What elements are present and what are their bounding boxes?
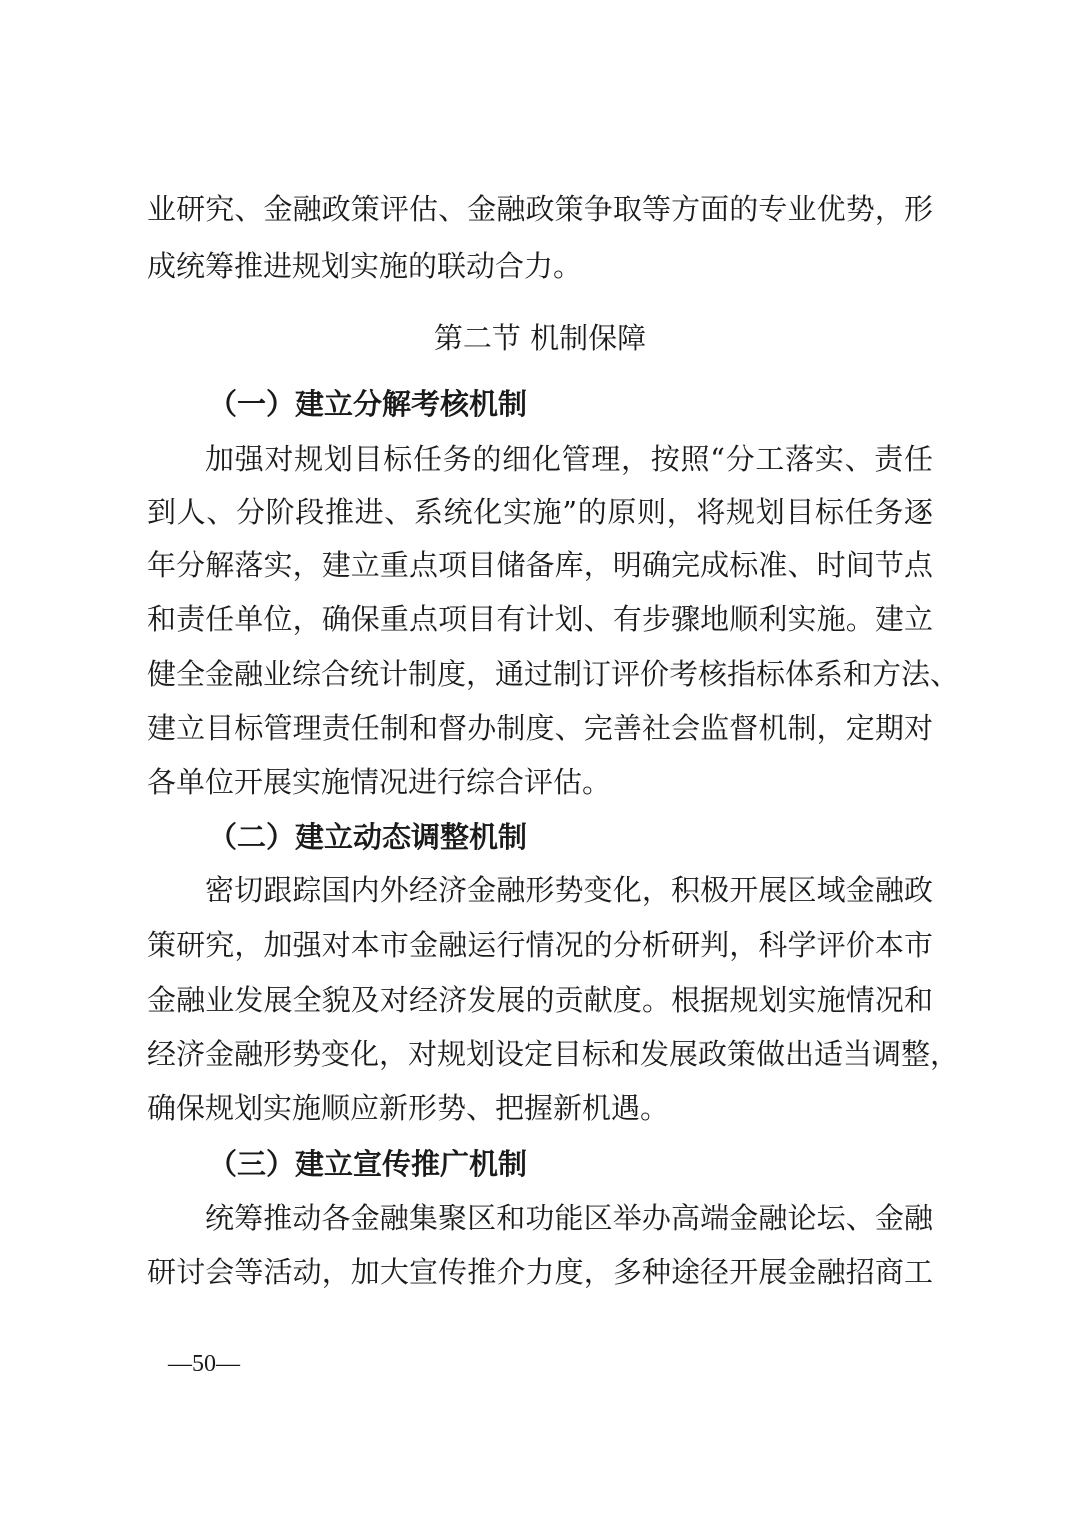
paragraph-line: 健全金融业综合统计制度，通过制订评价考核指标体系和方法、 [147, 657, 960, 691]
paragraph-line: 成统筹推进规划实施的联动合力。 [147, 249, 583, 283]
paragraph-line: 到人、分阶段推进、系统化实施”的原则，将规划目标任务逐 [147, 495, 933, 529]
page-number: —50— [168, 1351, 240, 1377]
subsection-heading: （一）建立分解考核机制 [208, 387, 528, 421]
paragraph-line: 研讨会等活动，加大宣传推介力度，多种途径开展金融招商工 [147, 1255, 933, 1289]
paragraph-line: 加强对规划目标任务的细化管理，按照“分工落实、责任 [205, 442, 933, 476]
paragraph-line: 业研究、金融政策评估、金融政策争取等方面的专业优势，形 [147, 192, 933, 226]
paragraph-line: 确保规划实施顺应新形势、把握新机遇。 [147, 1091, 670, 1125]
paragraph-line: 金融业发展全貌及对经济发展的贡献度。根据规划实施情况和 [147, 983, 933, 1017]
paragraph-line: 建立目标管理责任制和督办制度、完善社会监督机制，定期对 [147, 711, 933, 745]
paragraph-line: 和责任单位，确保重点项目有计划、有步骤地顺利实施。建立 [147, 602, 933, 636]
paragraph-line: 各单位开展实施情况进行综合评估。 [147, 765, 612, 799]
paragraph-line: 密切跟踪国内外经济金融形势变化，积极开展区域金融政 [205, 873, 933, 907]
subsection-heading: （二）建立动态调整机制 [208, 820, 528, 854]
paragraph-line: 策研究，加强对本市金融运行情况的分析研判，科学评价本市 [147, 928, 933, 962]
paragraph-line: 统筹推动各金融集聚区和功能区举办高端金融论坛、金融 [205, 1201, 933, 1235]
paragraph-line: 年分解落实，建立重点项目储备库，明确完成标准、时间节点 [147, 548, 933, 582]
section-title: 第二节 机制保障 [433, 321, 647, 355]
subsection-heading: （三）建立宣传推广机制 [208, 1147, 528, 1181]
paragraph-line: 经济金融形势变化，对规划设定目标和发展政策做出适当调整， [147, 1037, 960, 1071]
